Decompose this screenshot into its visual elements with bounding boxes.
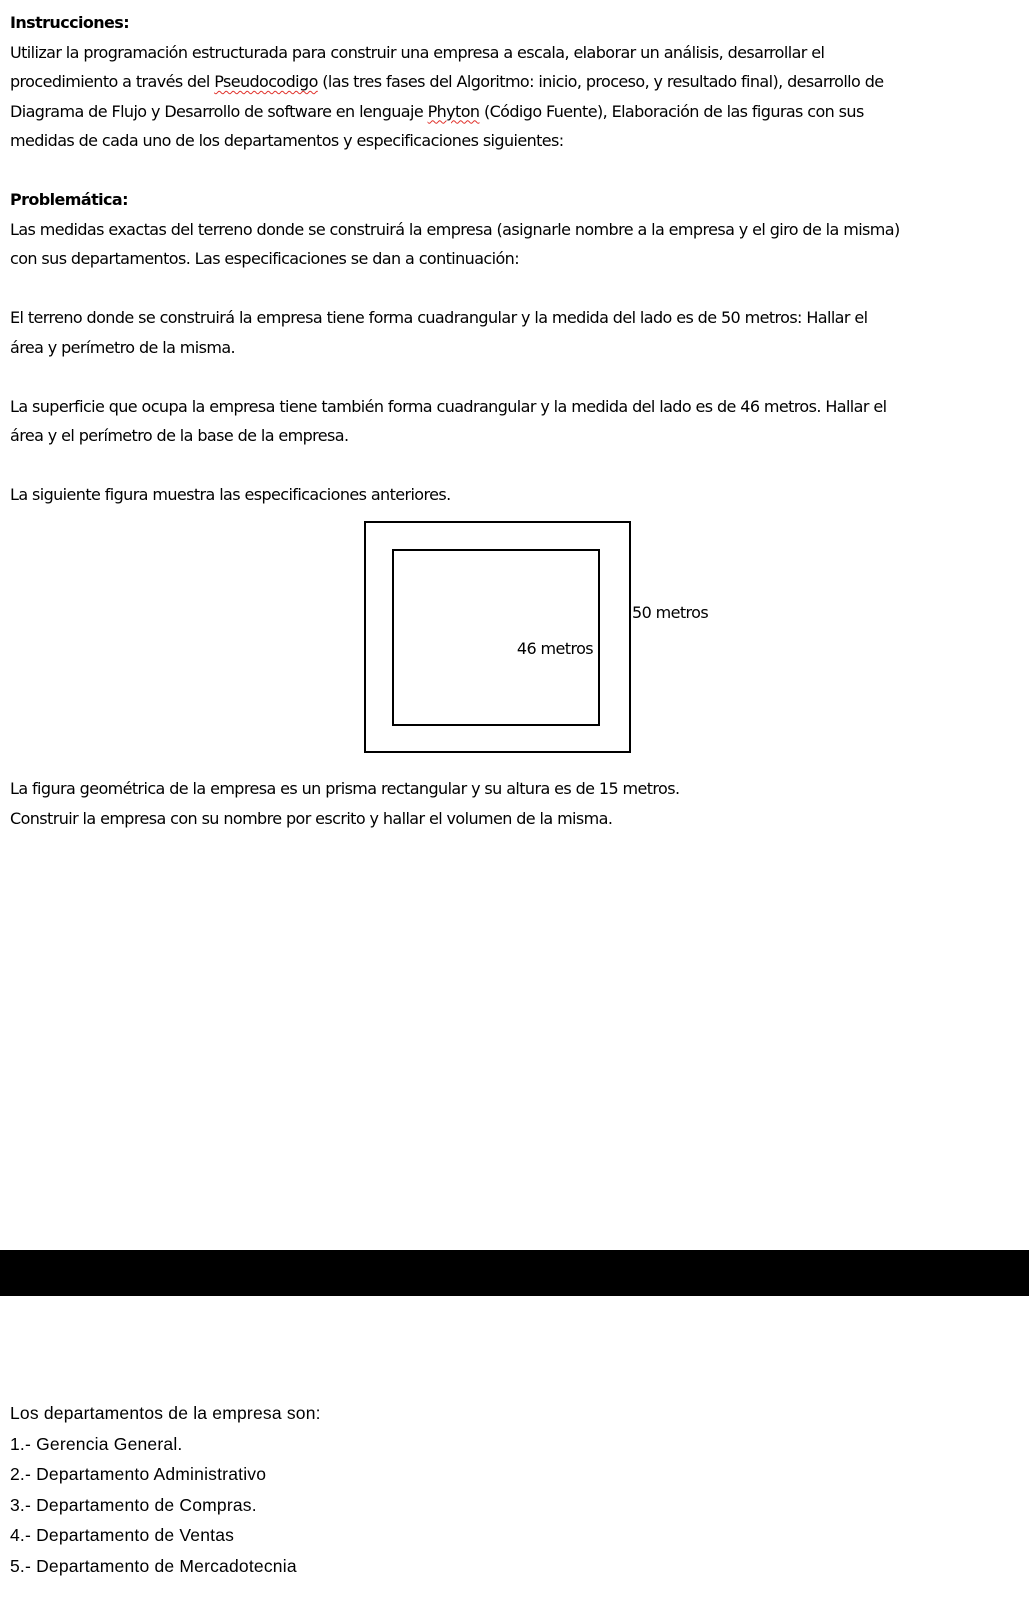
terrain-figure — [360, 520, 740, 770]
instructions-line-3 — [10, 97, 1022, 127]
department-item: 5.- Departamento de Mercadotecnia — [10, 1555, 297, 1576]
departments-list — [10, 1429, 1022, 1582]
document-body — [10, 8, 1022, 510]
outer-square-terrain — [365, 522, 630, 752]
black-separator-bar — [0, 1250, 1029, 1296]
departments-section — [10, 1398, 1022, 1581]
superficie-line-1: La superficie que ocupa la empresa tiene también forma cuadrangular y la medida del lado es de 46 metros. Hallar el — [10, 396, 887, 416]
terrain-figure-svg — [360, 520, 740, 770]
department-item: 4.- Departamento de Ventas — [10, 1525, 235, 1545]
department-item: 3.- Departamento de Compras. — [10, 1494, 257, 1515]
department-item: 1.- Gerencia General. — [10, 1433, 183, 1454]
spelling-flag-phyton: Phyton — [427, 101, 480, 121]
terreno-line-1: El terreno donde se construirá la empresa tiene forma cuadrangular y la medida del lado es de 50 metros: Hallar el — [10, 308, 868, 327]
problematica-line-2: con sus departamentos. Las especificaciones se dan a continuación: — [10, 249, 519, 268]
inner-square-label: 46 metros — [516, 639, 593, 658]
prisma-line-1: La figura geométrica de la empresa es un prisma rectangular y su altura es de 15 metros. — [10, 779, 680, 798]
instructions-line-2 — [10, 67, 1022, 97]
instructions-line-3-start: Diagrama de Flujo y Desarrollo de software en lenguaje — [10, 101, 428, 121]
prisma-section — [10, 774, 1022, 833]
terreno-line-2: área y perímetro de la misma. — [10, 337, 236, 357]
figure-intro: La siguiente figura muestra las especificaciones anteriores. — [10, 485, 451, 504]
spelling-flag-pseudocodigo: Pseudocodigo — [214, 72, 318, 91]
departments-intro: Los departamentos de la empresa son: — [10, 1403, 321, 1423]
problematica-heading: Problemática: — [10, 190, 128, 209]
instructions-line-2-end: (las tres fases del Algoritmo: inicio, proceso, y resultado final), desarrollo de — [317, 72, 884, 91]
outer-square-label: 50 metros — [632, 603, 709, 622]
spacer — [10, 274, 1022, 304]
instructions-heading: Instrucciones: — [10, 13, 130, 32]
problematica-line-1: Las medidas exactas del terreno donde se construirá la empresa (asignarle nombre a la empresa y el giro de la misma) — [10, 219, 900, 239]
prisma-line-2: Construir la empresa con su nombre por escrito y hallar el volumen de la misma. — [10, 808, 613, 828]
spacer — [10, 451, 1022, 481]
inner-square-company — [393, 550, 599, 725]
instructions-line-1: Utilizar la programación estructurada para construir una empresa a escala, elaborar un análisis, desarrollar el — [10, 42, 825, 62]
spacer — [10, 362, 1022, 392]
spacer — [10, 156, 1022, 186]
instructions-line-4: medidas de cada uno de los departamentos y especificaciones siguientes: — [10, 131, 564, 150]
instructions-line-3-end: (Código Fuente), Elaboración de las figuras con sus — [479, 101, 864, 121]
superficie-line-2: área y el perímetro de la base de la empresa. — [10, 426, 349, 445]
instructions-line-2-start: procedimiento a través del — [10, 72, 215, 91]
department-item: 2.- Departamento Administrativo — [10, 1464, 267, 1484]
